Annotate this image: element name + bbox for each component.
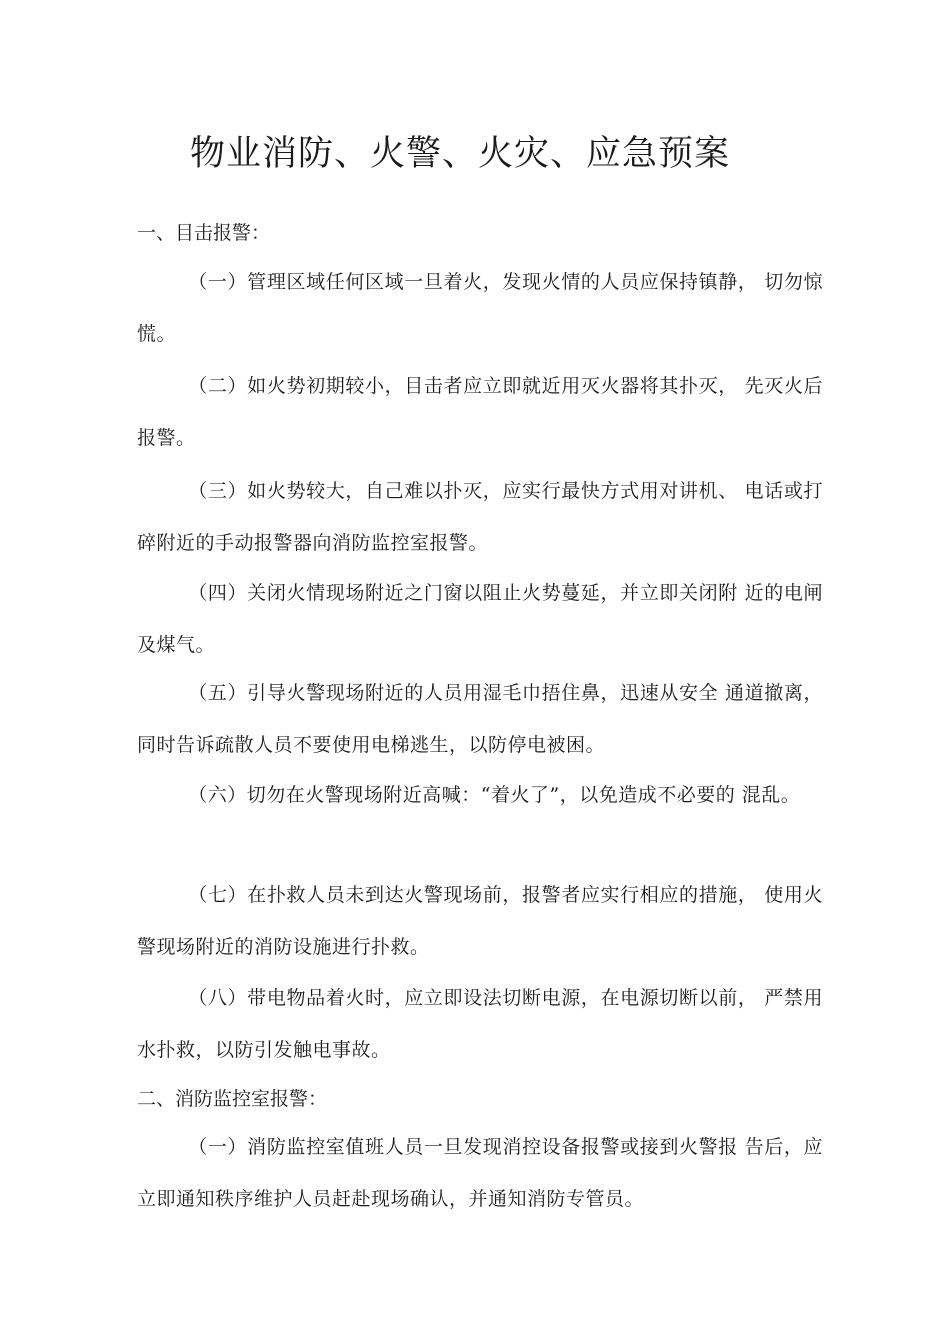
document-title: 物业消防、火警、火灾、应急预案: [189, 134, 730, 174]
section-heading-2: 二、消防监控室报警：: [137, 1088, 328, 1110]
paragraph-1-4: （四）关闭火情现场附近之门窗以阻止火势蔓延，并立即关闭附 近的电闸及煤气。: [137, 582, 823, 656]
paragraph-1-6: （六）切勿在火警现场附近高喊：“着火了”，以免造成不必要的 混乱。: [188, 784, 801, 806]
paragraph-1-3: （三）如火势较大，自己难以扑灭，应实行最快方式用对讲机、 电话或打碎附近的手动报警器向消防监控室报警。: [137, 480, 823, 554]
paragraph-1-8: （八）带电物品着火时，应立即设法切断电源，在电源切断以前， 严禁用水扑救，以防引发触电事故。: [137, 987, 823, 1061]
section-heading-1: 一、目击报警：: [137, 222, 271, 244]
paragraph-1-5: （五）引导火警现场附近的人员用湿毛巾捂住鼻，迅速从安全 通道撤离，同时告诉疏散人员不要使用电梯逃生，以防停电被困。: [137, 682, 823, 756]
paragraph-1-7: （七）在扑救人员未到达火警现场前，报警者应实行相应的措施， 使用火警现场附近的消防设施进行扑救。: [137, 884, 823, 958]
paragraph-2-1: （一）消防监控室值班人员一旦发现消控设备报警或接到火警报 告后，应立即通知秩序维护人员赶赴现场确认，并通知消防专管员。: [137, 1136, 823, 1210]
paragraph-1-1: （一）管理区域任何区域一旦着火，发现火情的人员应保持镇静， 切勿惊慌。: [137, 271, 823, 345]
paragraph-1-2: （二）如火势初期较小，目击者应立即就近用灭火器将其扑灭， 先灭火后报警。: [137, 375, 823, 449]
